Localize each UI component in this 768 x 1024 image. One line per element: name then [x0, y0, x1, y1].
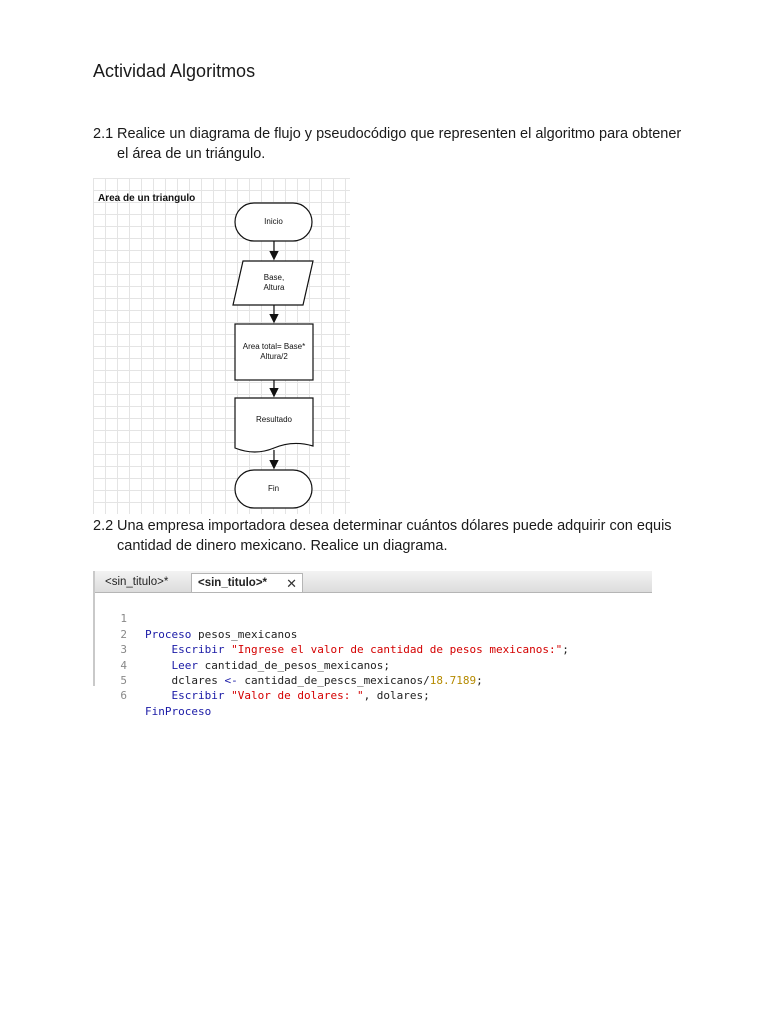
line-number: 2: [120, 627, 127, 641]
editor-tab-label: <sin_titulo>*: [105, 576, 169, 588]
operator: <-: [217, 673, 238, 687]
keyword: Proceso: [145, 627, 192, 641]
code-token: cantidad_de_pesos_mexicanos;: [198, 658, 391, 672]
question-number: 2.2: [93, 518, 114, 534]
output-label: Resultado: [255, 415, 293, 424]
string-literal: "Ingrese el valor de cantidad de pesos mexicanos:": [231, 643, 563, 657]
page-title: Actividad Algoritmos: [93, 61, 256, 81]
keyword: Escribir: [171, 689, 225, 703]
process-label-line: Altura/2: [260, 352, 288, 361]
keyword: FinProceso: [145, 704, 212, 718]
input-label-line: Base,: [263, 273, 285, 282]
line-number: 3: [120, 643, 127, 657]
line-number: 6: [120, 689, 127, 703]
editor-tab-label: <sin_titulo>*: [198, 577, 268, 589]
code-token: ;: [562, 643, 569, 657]
code-token: , dolares;: [363, 689, 430, 703]
code-editor: [93, 571, 652, 718]
end-label: Fin: [267, 484, 280, 493]
editor-tab-bar: [95, 571, 652, 593]
process-label-line: Area total= Base*: [242, 342, 306, 351]
question-number: 2.1: [93, 126, 114, 142]
number-literal: 18.7189: [429, 673, 477, 687]
code-token: cantidad_de_pescs_mexicanos/: [237, 673, 430, 687]
editor-tab[interactable]: [99, 573, 188, 592]
keyword: Escribir: [171, 643, 225, 657]
question-2-1: [93, 124, 693, 164]
code-token: ;: [476, 673, 483, 687]
flowchart: [93, 178, 350, 514]
input-label: [238, 261, 310, 305]
question-text: Realice un diagrama de flujo y pseudocódigo que representen el algoritmo para obtener el área de un triángulo.: [117, 126, 682, 162]
keyword: Leer: [171, 658, 198, 672]
code-text: [145, 704, 211, 719]
flowchart-title: Area de un triangulo: [98, 193, 196, 204]
process-label: [235, 324, 313, 380]
code-area[interactable]: [95, 596, 652, 718]
input-label-line: Altura: [263, 283, 285, 292]
line-number: 1: [120, 612, 127, 626]
close-icon[interactable]: ✕: [286, 576, 297, 591]
code-line: [95, 596, 652, 641]
line-number: 5: [120, 673, 127, 687]
string-literal: "Valor de dolares: ": [231, 689, 364, 703]
question-text: Una empresa importadora desea determinar cuántos dólares puede adquirir con equis cantidad de dinero mexicano. Realice un diagrama.: [117, 518, 672, 554]
code-text: [145, 688, 430, 703]
code-token: dclares: [171, 673, 218, 687]
editor-tab-active[interactable]: [191, 573, 303, 592]
code-token: pesos_mexicanos: [191, 627, 298, 641]
line-number: 4: [120, 658, 127, 672]
question-2-2: [93, 516, 693, 556]
start-label: Inicio: [264, 217, 283, 226]
